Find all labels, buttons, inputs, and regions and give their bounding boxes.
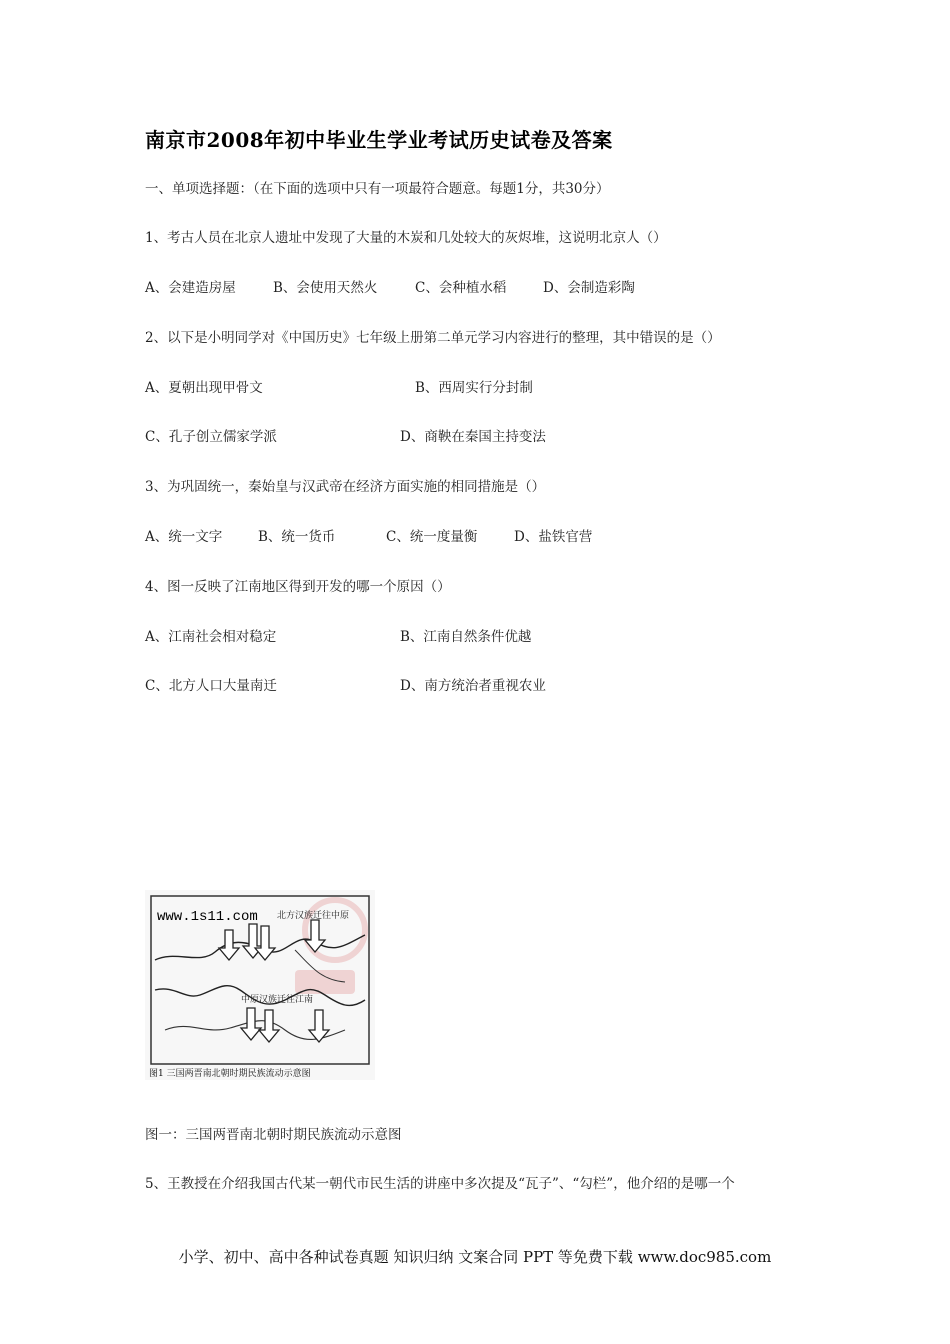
question-1-stem: 1、考古人员在北京人遗址中发现了大量的木炭和几处较大的灰烬堆，这说明北京人（） — [145, 230, 667, 246]
question-1-option-c: C、会种植水稻 — [415, 280, 507, 296]
question-4-option-d: D、南方统治者重视农业 — [400, 678, 546, 694]
question-4-option-c: C、北方人口大量南迁 — [145, 678, 277, 694]
question-5-stem: 5、王教授在介绍我国古代某一朝代市民生活的讲座中多次提及“瓦子”、“勾栏”，他介绍的是哪一个 — [145, 1176, 735, 1192]
question-1-option-a: A、会建造房屋 — [145, 280, 236, 296]
question-4-stem: 4、图一反映了江南地区得到开发的哪一个原因（） — [145, 579, 451, 595]
map-label-mid: 中原汉族迁往江南 — [241, 995, 314, 1005]
question-2-option-d: D、商鞅在秦国主持变法 — [400, 429, 546, 445]
document-title: 南京市2008年初中毕业生学业考试历史试卷及答案 — [145, 128, 613, 152]
question-3-stem: 3、为巩固统一，秦始皇与汉武帝在经济方面实施的相同措施是（） — [145, 479, 546, 495]
question-2-stem: 2、以下是小明同学对《中国历史》七年级上册第二单元学习内容进行的整理，其中错误的是（） — [145, 330, 721, 346]
map-watermark-url: www.1s11.com — [157, 909, 258, 925]
question-3-option-d: D、盐铁官营 — [514, 529, 593, 545]
page-footer: 小学、初中、高中各种试卷真题 知识归纳 文案合同 PPT 等免费下载 www.doc985.com — [178, 1248, 772, 1266]
question-3-option-c: C、统一度量衡 — [386, 529, 478, 545]
question-4-option-a: A、江南社会相对稳定 — [145, 629, 277, 645]
question-2-option-c: C、孔子创立儒家学派 — [145, 429, 277, 445]
migration-map-image — [145, 890, 375, 1080]
question-3-option-a: A、统一文字 — [145, 529, 223, 545]
question-2-option-b: B、西周实行分封制 — [415, 380, 533, 396]
migration-map-figure — [145, 890, 375, 1080]
question-1-option-b: B、会使用天然火 — [273, 280, 378, 296]
section-heading: 一、单项选择题：（在下面的选项中只有一项最符合题意。每题1分，共30分） — [145, 181, 610, 197]
map-inner-caption: 图1 三国两晋南北朝时期民族流动示意图 — [149, 1069, 311, 1079]
map-label-top: 北方汉族迁往中原 — [277, 911, 350, 921]
question-4-option-b: B、江南自然条件优越 — [400, 629, 532, 645]
question-1-option-d: D、会制造彩陶 — [543, 280, 635, 296]
question-2-option-a: A、夏朝出现甲骨文 — [145, 380, 263, 396]
figure-caption: 图一：三国两晋南北朝时期民族流动示意图 — [145, 1127, 402, 1143]
question-3-option-b: B、统一货币 — [258, 529, 336, 545]
